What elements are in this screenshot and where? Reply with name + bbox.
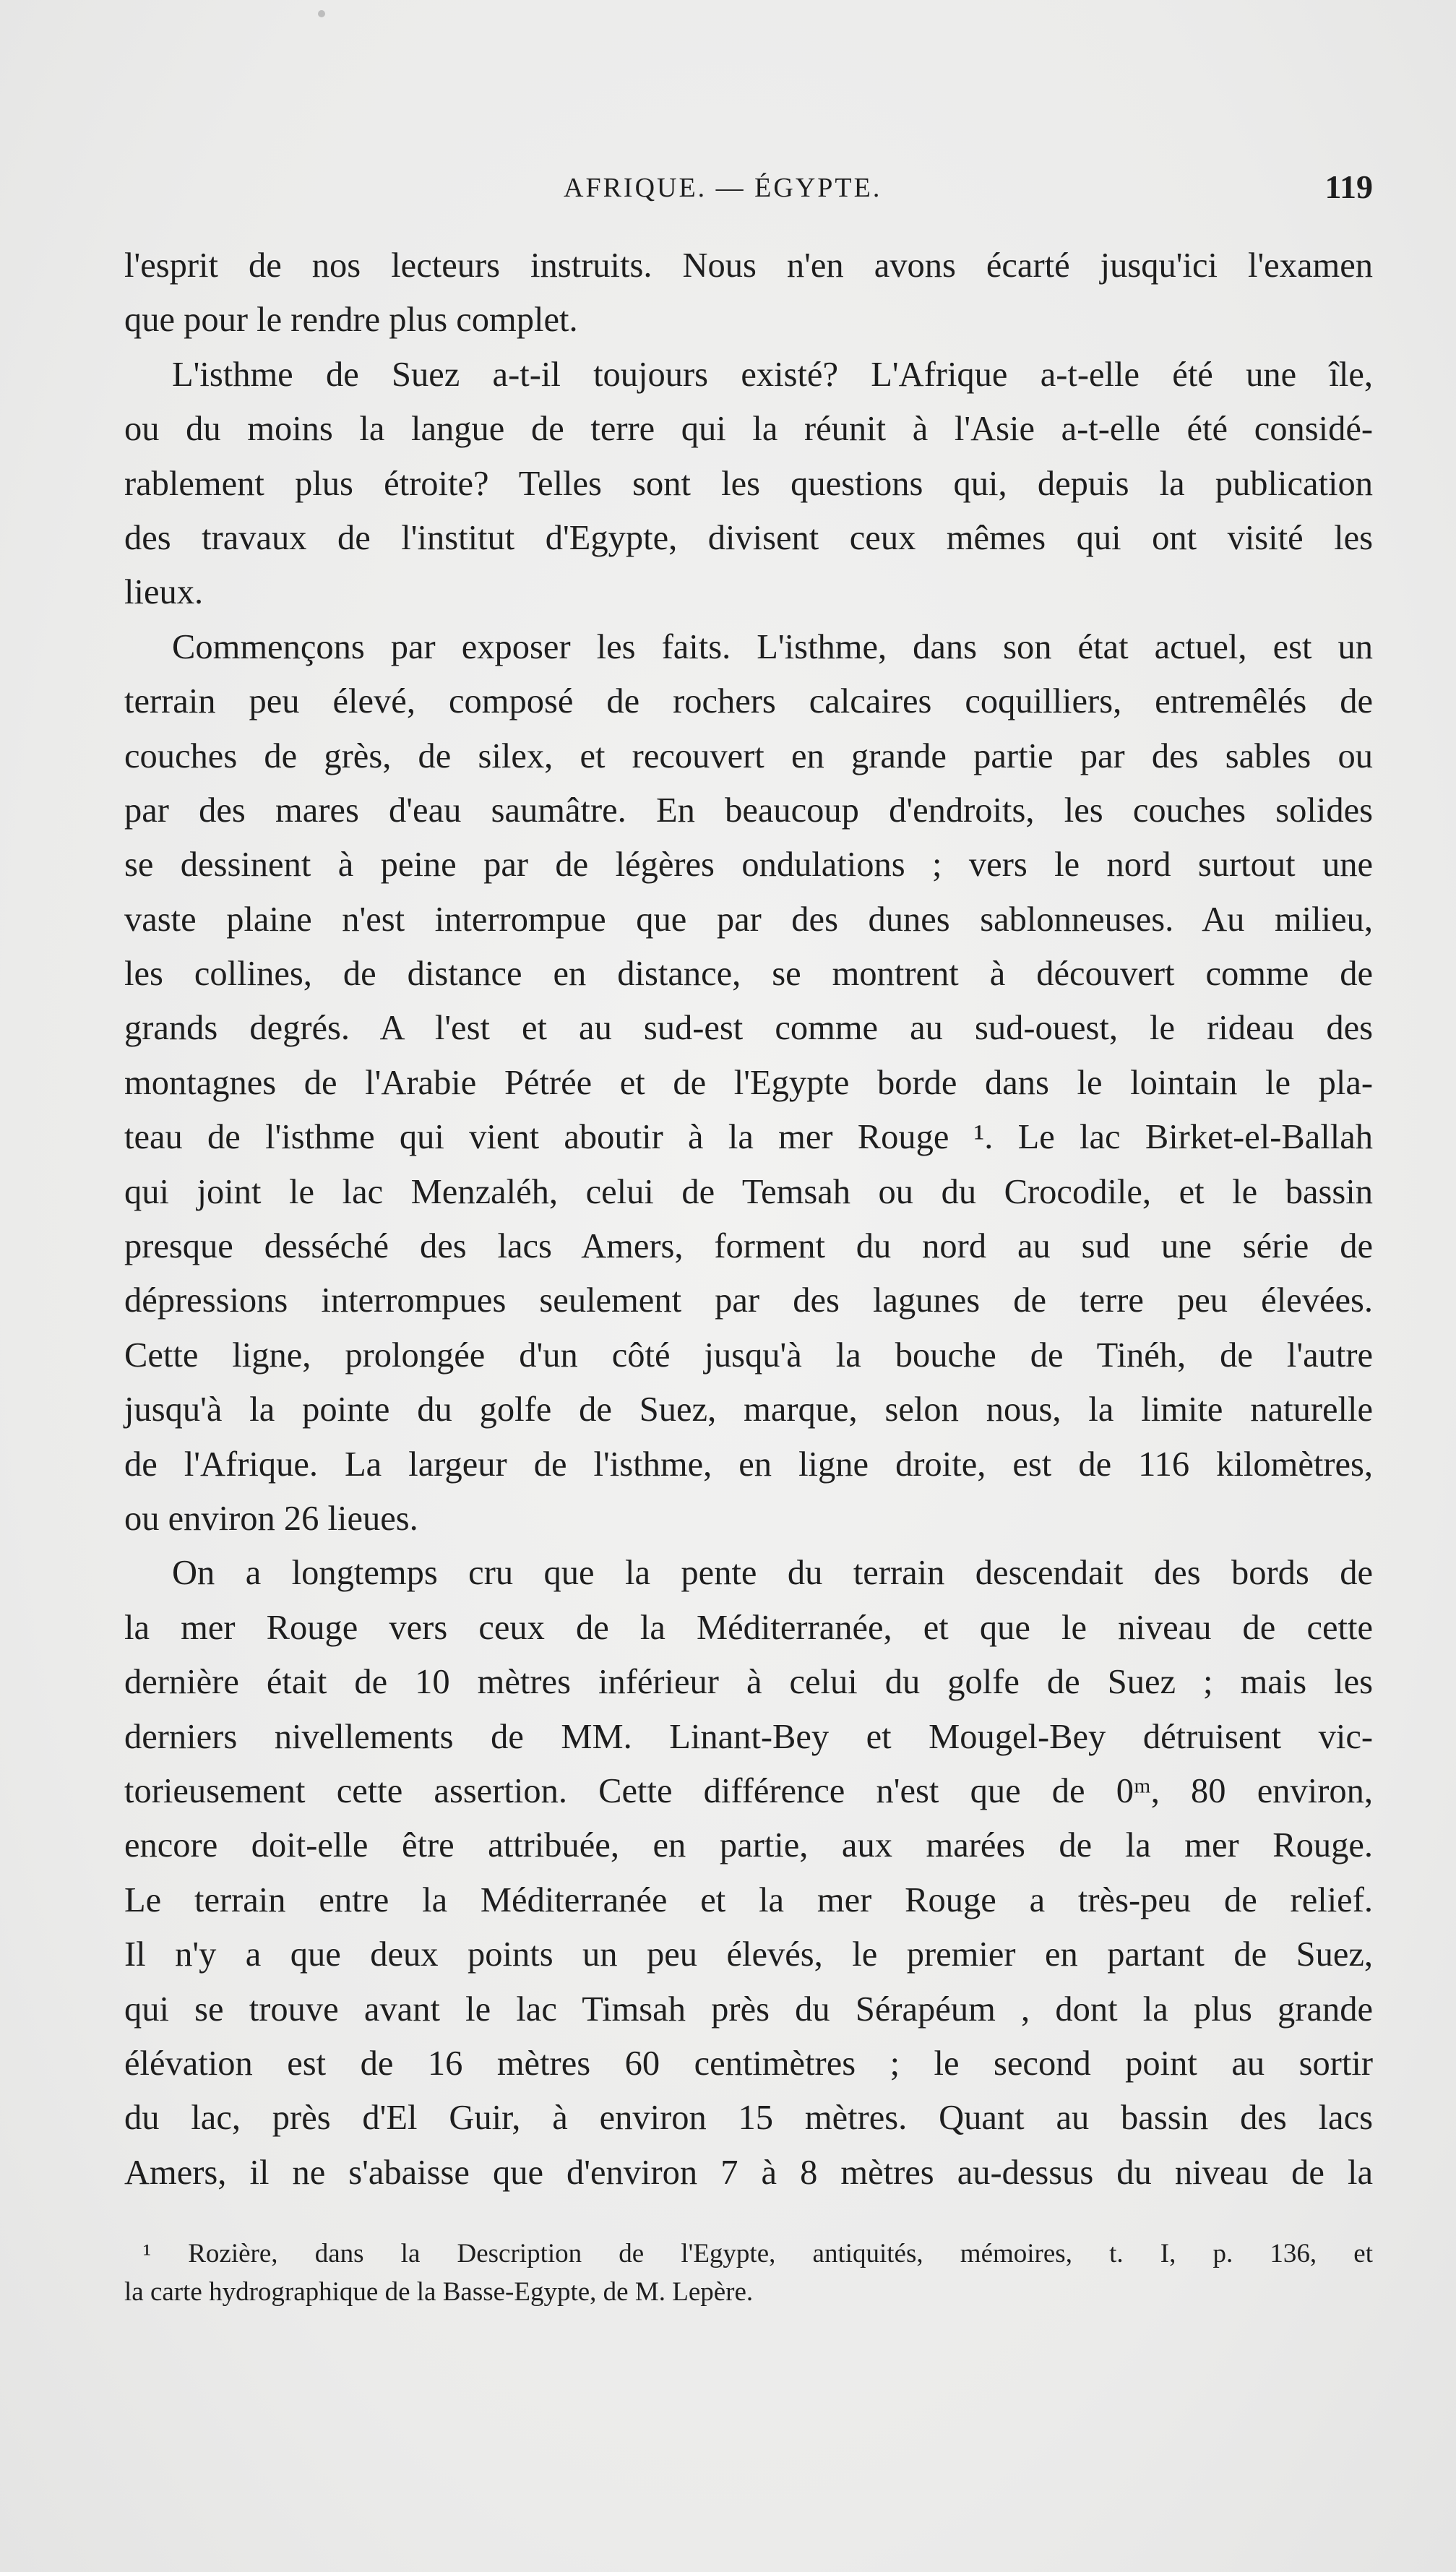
- text-line: Le terrain entre la Méditerranée et la mer Rouge a très-peu de relief.: [124, 1880, 1373, 1919]
- text-line: Cette ligne, prolongée d'un côté jusqu'à la bouche de Tinéh, de l'autre: [124, 1336, 1373, 1375]
- text-line: torieusement cette assertion. Cette différence n'est que de 0ᵐ, 80 environ,: [124, 1771, 1373, 1810]
- text-line: qui joint le lac Menzaléh, celui de Temsah ou du Crocodile, et le bassin: [124, 1172, 1373, 1211]
- text-line: dépressions interrompues seulement par des lagunes de terre peu élevées.: [124, 1281, 1373, 1320]
- text-line: presque desséché des lacs Amers, forment du nord au sud une série de: [124, 1227, 1373, 1266]
- text-line: que pour le rendre plus complet.: [124, 301, 578, 340]
- text-line: élévation est de 16 mètres 60 centimètres ; le second point au sortir: [124, 2044, 1373, 2083]
- text-line: jusqu'à la pointe du golfe de Suez, marque, selon nous, la limite naturelle: [124, 1390, 1373, 1429]
- footnote-line: ¹ Rozière, dans la Description de l'Egypte, antiquités, mémoires, t. I, p. 136, et: [143, 2239, 1373, 2268]
- footnotes: [124, 2235, 1373, 2311]
- running-head: [123, 168, 1373, 211]
- text-line: l'esprit de nos lecteurs instruits. Nous n'en avons écarté jusqu'ici l'examen: [124, 246, 1373, 285]
- text-line: par des mares d'eau saumâtre. En beaucoup d'endroits, les couches solides: [124, 791, 1373, 830]
- running-title: AFRIQUE. — ÉGYPTE.: [564, 173, 882, 203]
- text-line: ou du moins la langue de terre qui la réunit à l'Asie a-t-elle été considé-: [124, 410, 1373, 449]
- text-line: Il n'y a que deux points un peu élevés, le premier en partant de Suez,: [124, 1935, 1373, 1974]
- text-line: se dessinent à peine par de légères ondulations ; vers le nord surtout une: [124, 846, 1373, 885]
- print-speck: [318, 10, 325, 17]
- text-line: qui se trouve avant le lac Timsah près du Sérapéum , dont la plus grande: [124, 1990, 1373, 2029]
- paragraph-start-line: On a longtemps cru que la pente du terrain descendait des bords de: [172, 1554, 1373, 1593]
- text-line: des travaux de l'institut d'Egypte, divisent ceux mêmes qui ont visité les: [124, 518, 1373, 557]
- page-number: 119: [1324, 168, 1373, 205]
- body-text: [124, 238, 1373, 2200]
- text-line: encore doit-elle être attribuée, en partie, aux marées de la mer Rouge.: [124, 1826, 1373, 1865]
- text-line: ou environ 26 lieues.: [124, 1499, 418, 1538]
- paragraph-start-line: Commençons par exposer les faits. L'isthme, dans son état actuel, est un: [172, 627, 1373, 666]
- text-line: de l'Afrique. La largeur de l'isthme, en ligne droite, est de 116 kilomètres,: [124, 1445, 1373, 1484]
- text-line: lieux.: [124, 573, 204, 612]
- footnote-line: la carte hydrographique de la Basse-Egypte, de M. Lepère.: [124, 2277, 754, 2307]
- text-line: grands degrés. A l'est et au sud-est comme au sud-ouest, le rideau des: [124, 1009, 1373, 1048]
- text-line: du lac, près d'El Guir, à environ 15 mètres. Quant au bassin des lacs: [124, 2099, 1373, 2138]
- text-line: montagnes de l'Arabie Pétrée et de l'Egypte borde dans le lointain le pla-: [124, 1063, 1373, 1102]
- text-line: terrain peu élevé, composé de rochers calcaires coquilliers, entremêlés de: [124, 682, 1373, 721]
- text-line: vaste plaine n'est interrompue que par des dunes sablonneuses. Au milieu,: [124, 900, 1373, 939]
- text-line: derniers nivellements de MM. Linant-Bey et Mougel-Bey détruisent vic-: [124, 1717, 1373, 1756]
- text-line: couches de grès, de silex, et recouvert en grande partie par des sables ou: [124, 736, 1373, 775]
- text-line: les collines, de distance en distance, se montrent à découvert comme de: [124, 955, 1373, 994]
- text-line: Amers, il ne s'abaisse que d'environ 7 à 8 mètres au-dessus du niveau de la: [124, 2153, 1373, 2192]
- text-line: la mer Rouge vers ceux de la Méditerranée, et que le niveau de cette: [124, 1608, 1373, 1647]
- text-line: dernière était de 10 mètres inférieur à celui du golfe de Suez ; mais les: [124, 1663, 1373, 1702]
- text-line: rablement plus étroite? Telles sont les questions qui, depuis la publication: [124, 464, 1373, 503]
- paragraph-start-line: L'isthme de Suez a-t-il toujours existé? L'Afrique a-t-elle été une île,: [172, 355, 1373, 394]
- text-line: teau de l'isthme qui vient aboutir à la mer Rouge ¹. Le lac Birket-el-Ballah: [124, 1118, 1373, 1157]
